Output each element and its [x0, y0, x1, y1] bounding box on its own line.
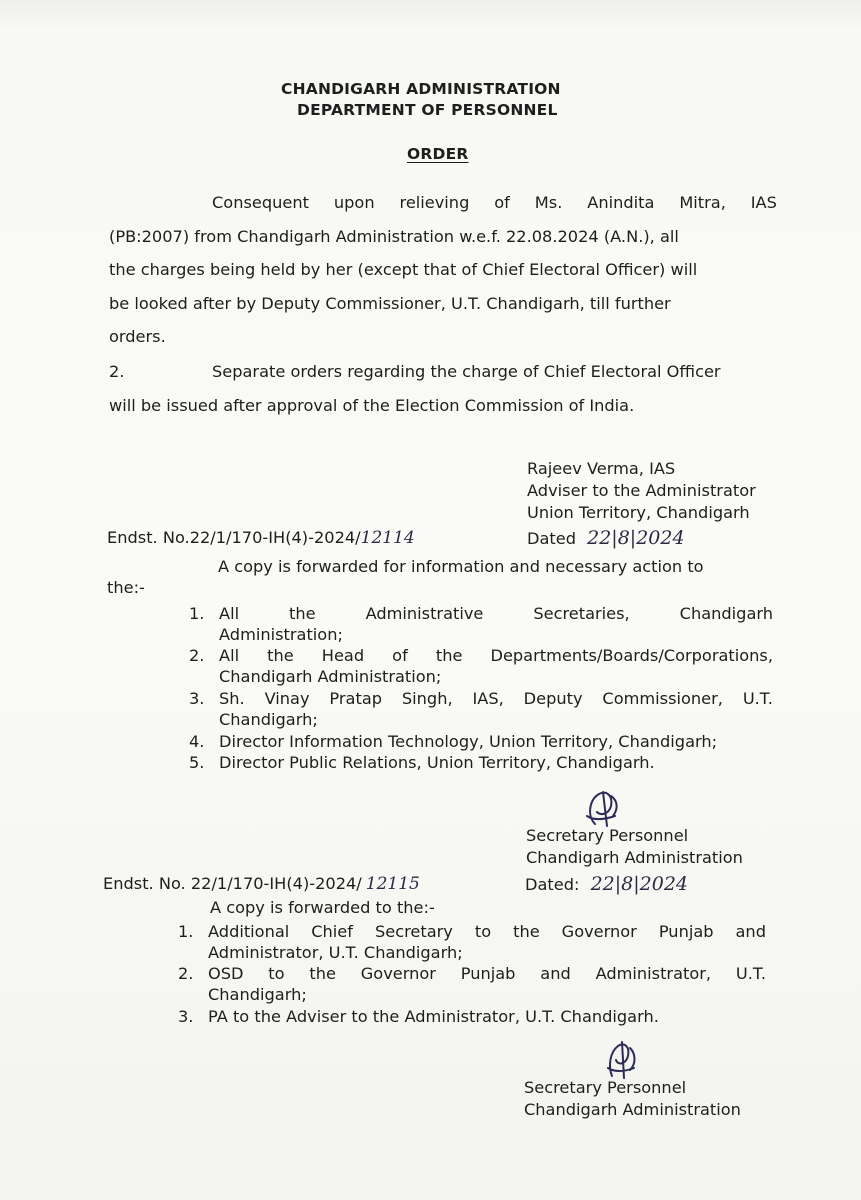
list-item-line-2: Chandigarh; — [208, 985, 307, 1004]
endorsement-2-intro: A copy is forwarded to the:- — [210, 898, 435, 917]
signatory-3-office: Chandigarh Administration — [524, 1100, 741, 1119]
list-item-word: Sh. — [219, 689, 245, 708]
list-item-text — [219, 603, 773, 645]
paragraph-1-line-1-word: of — [494, 193, 510, 212]
list-item-word: the — [513, 922, 540, 941]
list-item-line-1 — [219, 645, 773, 666]
paragraph-1 — [109, 186, 777, 354]
paragraph-1-line-1 — [109, 186, 777, 220]
paragraph-1-line-1-word: Consequent — [212, 193, 309, 212]
list-item-word: Administrator, — [595, 964, 712, 983]
list-item-line-2: Chandigarh; — [219, 710, 318, 729]
signatory-2-office: Chandigarh Administration — [526, 848, 743, 867]
list-item-text — [219, 752, 773, 773]
paragraph-1-line-5: orders. — [109, 327, 166, 346]
list-item-word: Additional — [208, 922, 290, 941]
list-item-line-1 — [208, 963, 766, 984]
signatory-1-office: Union Territory, Chandigarh — [527, 503, 750, 522]
list-item-text — [208, 921, 766, 963]
signatory-1-dated-handwritten: 22|8|2024 — [587, 527, 685, 549]
list-item-line-1: PA to the Adviser to the Administrator, U.T. Chandigarh. — [208, 1007, 659, 1026]
signatory-1-dated-label: Dated — [527, 529, 576, 548]
list-item-line-1 — [208, 921, 766, 942]
list-item-line-1: Director Public Relations, Union Territory, Chandigarh. — [219, 753, 655, 772]
list-item-word: of — [392, 646, 408, 665]
paragraph-2-line-1: Separate orders regarding the charge of Chief Electoral Officer — [212, 362, 721, 381]
list-item-word: Departments/Boards/Corporations, — [490, 646, 773, 665]
endorsement-2-dated — [525, 873, 688, 896]
list-item-word: Singh, — [401, 689, 453, 708]
endorsement-1-number-handwritten: 12114 — [360, 528, 415, 548]
list-item-word: Secretaries, — [533, 604, 630, 623]
list-item-word: and — [540, 964, 571, 983]
list-item-word: Pratap — [329, 689, 383, 708]
endorsement-1-intro-line-2: the:- — [107, 578, 145, 597]
list-item-word: OSD — [208, 964, 244, 983]
list-item-word: the — [435, 646, 463, 665]
signatory-1-name: Rajeev Verma, IAS — [527, 459, 676, 478]
endorsement-1-number-label: Endst. No.22/1/170-IH(4)-2024/ — [107, 528, 361, 547]
list-item-number: 3. — [189, 689, 205, 708]
list-item-word: Governor — [561, 922, 637, 941]
list-item-number: 5. — [189, 753, 205, 772]
list-item-number: 2. — [189, 646, 205, 665]
list-item-word: Vinay — [264, 689, 310, 708]
list-item-word: All — [219, 604, 240, 623]
list-item-word: Punjab — [658, 922, 714, 941]
list-item-number: 1. — [189, 604, 205, 623]
endorsement-2-number-handwritten: 12115 — [365, 874, 420, 894]
list-item-number: 2. — [178, 964, 194, 983]
list-item-text — [219, 731, 773, 752]
paragraph-1-line-4: be looked after by Deputy Commissioner, U.T. Chandigarh, till further — [109, 293, 671, 313]
list-item-word: the — [267, 646, 294, 665]
list-item-line-2: Administration; — [219, 625, 343, 644]
list-item-word: Secretary — [374, 922, 453, 941]
paragraph-1-line-1-word: upon — [333, 193, 375, 212]
paragraph-1-line-1-word: IAS — [750, 193, 777, 212]
list-item-word: the — [309, 964, 336, 983]
list-item-word: Commissioner, — [602, 689, 723, 708]
list-item-number: 1. — [178, 922, 194, 941]
header-line-1: CHANDIGARH ADMINISTRATION — [281, 80, 561, 98]
list-item-word: U.T. — [742, 689, 773, 708]
signatory-1-dated — [527, 527, 685, 550]
paragraph-2-line-2: will be issued after approval of the Election Commission of India. — [109, 396, 635, 415]
signatory-1-designation: Adviser to the Administrator — [527, 481, 756, 500]
endorsement-1-intro-line-1: A copy is forwarded for information and necessary action to — [218, 557, 704, 576]
list-item-word: Head — [321, 646, 365, 665]
list-item-line-2: Chandigarh Administration; — [219, 667, 442, 686]
header-line-2: DEPARTMENT OF PERSONNEL — [297, 101, 558, 119]
endorsement-2-number — [103, 873, 420, 895]
list-item-word: Chief — [311, 922, 353, 941]
list-item-text — [219, 688, 773, 730]
paragraph-1-line-1-word: Ms. — [534, 193, 563, 212]
list-item-word: All — [219, 646, 240, 665]
list-item-line-1 — [219, 688, 773, 709]
list-item-word: U.T. — [735, 964, 766, 983]
list-item-word: Punjab — [460, 964, 516, 983]
list-item-word: Governor — [360, 964, 436, 983]
list-item-word: Chandigarh — [679, 604, 773, 623]
endorsement-1-number — [107, 527, 415, 549]
list-item-word: Administrative — [365, 604, 484, 623]
list-item-word: to — [268, 964, 285, 983]
list-item-text — [219, 645, 773, 687]
paragraph-2-number: 2. — [109, 362, 125, 381]
list-item-text — [208, 1006, 766, 1027]
list-item-text — [208, 963, 766, 1005]
list-item-line-1 — [219, 603, 773, 624]
list-item-line-2: Administrator, U.T. Chandigarh; — [208, 943, 463, 962]
list-item-number: 4. — [189, 732, 205, 751]
paragraph-1-line-1-word: relieving — [399, 193, 470, 212]
list-item-word: to — [474, 922, 492, 941]
paragraph-1-line-3: the charges being held by her (except that of Chief Electoral Officer) will — [109, 260, 698, 279]
endorsement-2-dated-label: Dated: — [525, 875, 580, 894]
list-item-number: 3. — [178, 1007, 194, 1026]
list-item-word: the — [289, 604, 316, 623]
list-item-word: Deputy — [523, 689, 583, 708]
list-item-word: IAS, — [472, 689, 504, 708]
paragraph-1-line-1-word: Mitra, — [679, 193, 726, 212]
list-item-word: and — [735, 922, 766, 941]
signatory-3-designation: Secretary Personnel — [524, 1078, 687, 1097]
list-item-line-1: Director Information Technology, Union Territory, Chandigarh; — [219, 732, 718, 751]
order-title: ORDER — [407, 145, 469, 163]
paragraph-1-line-1-word: Anindita — [587, 193, 655, 212]
paragraph-1-line-2: (PB:2007) from Chandigarh Administration w.e.f. 22.08.2024 (A.N.), all — [109, 226, 679, 246]
signatory-2-designation: Secretary Personnel — [526, 826, 689, 845]
endorsement-2-number-label: Endst. No. 22/1/170-IH(4)-2024/ — [103, 874, 362, 893]
endorsement-2-dated-handwritten: 22|8|2024 — [590, 873, 688, 895]
